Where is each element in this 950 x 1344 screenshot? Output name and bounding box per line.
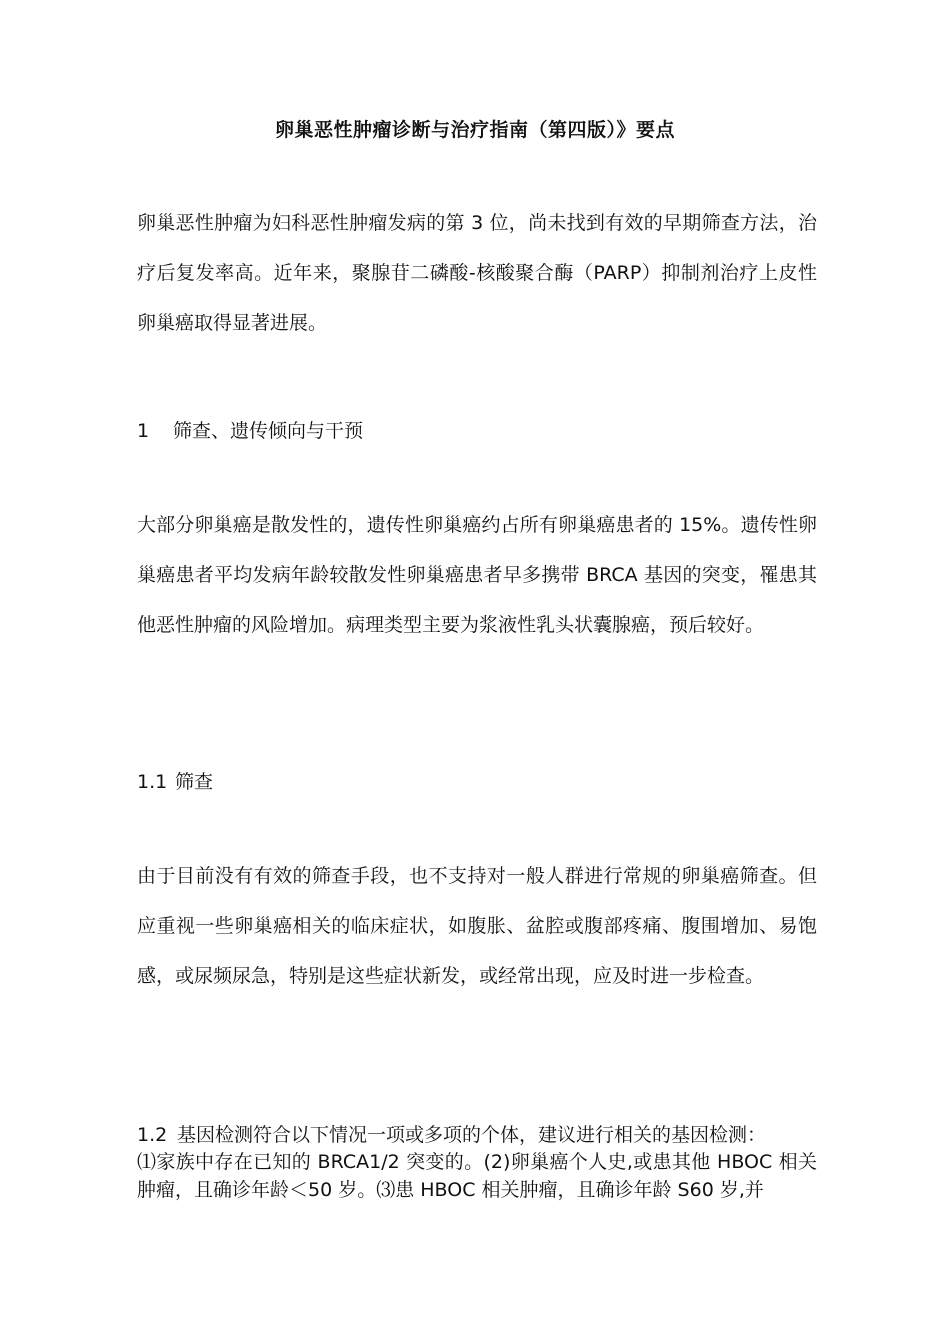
intro-paragraph: 卵巢恶性肿瘤为妇科恶性肿瘤发病的第 3 位，尚未找到有效的早期筛查方法，治疗后复发率高。近年来，聚腺苷二磷酸-核酸聚合酶（PARP）抑制剂治疗上皮性卵巢癌取得显著进展。 [137,212,817,334]
section-1-paragraph: 大部分卵巢癌是散发性的，遗传性卵巢癌约占所有卵巢癌患者的 15%。遗传性卵巢癌患者平均发病年龄较散发性卵巢癌患者早多携带 BRCA 基因的突变，罹患其他恶性肿瘤的风险增加。病理类型主要为浆液性乳头状囊腺癌，预后较好。 [137,514,817,636]
section-1-2-heading [137,1121,766,1149]
section-1-heading [137,417,363,445]
section-1-title: 筛查、遗传倾向与干预 [173,420,364,442]
section-1-number: 1 [137,420,150,442]
document-title: 卵巢恶性肿瘤诊断与治疗指南（第四版）》要点 [274,119,675,141]
section-1-2-title: 基因检测符合以下情况一项或多项的个体，建议进行相关的基因检测： [177,1124,767,1146]
section-1-2-number: 1.2 [137,1124,168,1146]
section-1-1-heading [137,768,213,796]
section-1-1-title: 筛查 [175,771,214,793]
section-1-1-number: 1.1 [137,771,168,793]
section-1-2-paragraph: ⑴家族中存在已知的 BRCA1/2 突变的。(2)卵巢癌个人史,或患其他 HBOC 相关肿瘤，且确诊年龄＜50 岁。⑶患 HBOC 相关肿瘤，且确诊年龄 S60 岁,并 [137,1151,817,1201]
section-1-1-paragraph: 由于目前没有有效的筛查手段，也不支持对一般人群进行常规的卵巢癌筛查。但应重视一些卵巢癌相关的临床症状，如腹胀、盆腔或腹部疼痛、腹围增加、易饱感，或尿频尿急，特别是这些症状新发，或经常出现，应及时进一步检查。 [137,865,817,987]
